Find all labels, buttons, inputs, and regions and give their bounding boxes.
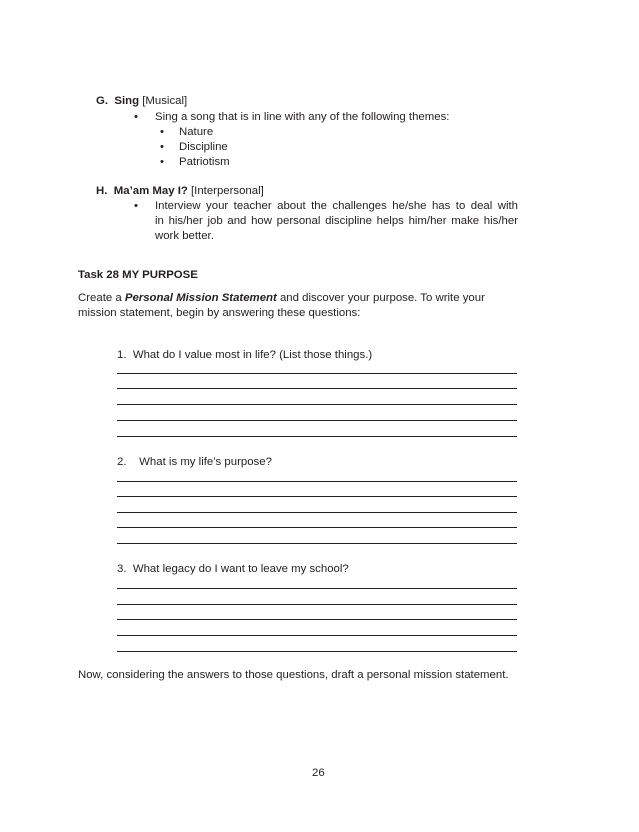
question-number: 3.: [117, 563, 127, 575]
answer-line[interactable]: [117, 619, 517, 620]
task-intro-emphasis: Personal Mission Statement: [124, 292, 277, 304]
task-intro-line-1: [78, 291, 518, 305]
bullet-icon: •: [134, 111, 138, 123]
section-g-letter: G.: [96, 95, 109, 107]
section-h-bullet-line: in his/her job and how personal discipline helps him/her make his/her: [155, 215, 518, 227]
theme-item: Discipline: [179, 141, 228, 153]
bullet-icon: •: [160, 126, 164, 138]
closing-instruction: Now, considering the answers to those questions, draft a personal mission statement.: [78, 669, 509, 681]
task-intro-post: and discover your purpose. To write your: [276, 292, 485, 304]
answer-line[interactable]: [117, 543, 517, 544]
section-h-bullet-line: work better.: [155, 230, 214, 242]
answer-line[interactable]: [117, 604, 517, 605]
question-text: What do I value most in life? (List those things.): [132, 349, 373, 361]
section-g-bullet: Sing a song that is in line with any of the following themes:: [155, 111, 450, 123]
answer-line[interactable]: [117, 436, 517, 437]
page-number: 26: [312, 767, 325, 779]
task-intro-content: [78, 291, 485, 305]
question-number: 1.: [117, 349, 127, 361]
section-h-title: Ma’am May I?: [113, 185, 188, 197]
question-number: 2.: [117, 456, 127, 468]
question-text: What is my life’s purpose?: [139, 456, 272, 468]
answer-line[interactable]: [117, 496, 517, 497]
question-text: What legacy do I want to leave my school?: [132, 563, 349, 575]
answer-line[interactable]: [117, 373, 517, 374]
answer-line[interactable]: [117, 527, 517, 528]
answer-line[interactable]: [117, 388, 517, 389]
bullet-icon: •: [134, 200, 138, 212]
question-2: [117, 455, 272, 469]
answer-line[interactable]: [117, 635, 517, 636]
task-intro-pre: Create a: [78, 292, 125, 304]
task-intro-line-2: mission statement, begin by answering these questions:: [78, 307, 361, 319]
answer-line[interactable]: [117, 404, 517, 405]
question-3: [117, 562, 349, 576]
answer-line[interactable]: [117, 420, 517, 421]
section-g-tag: [Musical]: [142, 95, 188, 107]
answer-line[interactable]: [117, 588, 517, 589]
section-h-letter: H.: [96, 185, 108, 197]
theme-item: Nature: [179, 126, 214, 138]
answer-line[interactable]: [117, 512, 517, 513]
section-g-heading: [96, 94, 187, 108]
section-g-title: Sing: [114, 95, 140, 107]
bullet-icon: •: [160, 141, 164, 153]
task-heading: Task 28 MY PURPOSE: [78, 269, 198, 281]
answer-line[interactable]: [117, 481, 517, 482]
bullet-icon: •: [160, 156, 164, 168]
question-1: [117, 348, 372, 362]
answer-line[interactable]: [117, 651, 517, 652]
section-h-tag: [Interpersonal]: [190, 185, 264, 197]
section-h-heading: [96, 184, 264, 198]
section-h-bullet-line: Interview your teacher about the challenges he/she has to deal with: [155, 200, 518, 212]
theme-item: Patriotism: [179, 156, 230, 168]
